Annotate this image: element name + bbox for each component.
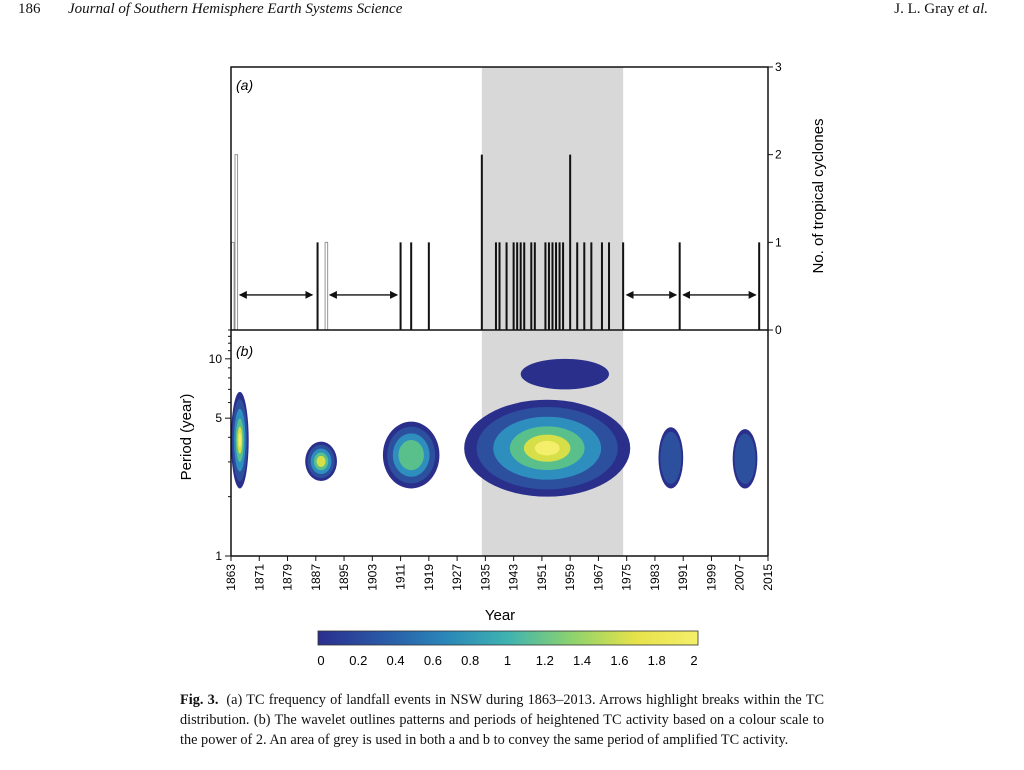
authors-et-al: et al.	[958, 1, 988, 17]
x-tick-label: 1887	[308, 564, 323, 591]
caption-text: (a) TC frequency of landfall events in NSW during 1863–2013. Arrows highlight breaks within the TC distribution. (b) The wavelet outlines patterns and periods of heightened TC activity based on a colour scale to the power of 2. An area of grey is used in both a and b to convey the same period of amplified TC activity.	[180, 692, 824, 748]
tc-bar-outline	[235, 155, 238, 330]
left-axis-title: Period (year)	[178, 393, 195, 481]
colorbar-tick-label: 1.8	[647, 653, 666, 668]
colorbar-tick-label: 0.6	[423, 653, 442, 668]
x-tick-label: 1991	[676, 564, 691, 591]
x-tick-label: 1879	[280, 564, 295, 591]
wavelet-contour	[660, 432, 681, 484]
right-y-tick-label: 1	[775, 235, 782, 250]
wavelet-blob	[305, 442, 337, 481]
colorbar-tick-label: 0.8	[461, 653, 480, 668]
x-tick-label: 1895	[337, 564, 352, 591]
wavelet-blob	[464, 400, 630, 497]
colorbar-tick-label: 1.2	[535, 653, 554, 668]
x-tick-label: 1999	[704, 564, 719, 591]
journal-title: Journal of Southern Hemisphere Earth Systems Science	[68, 1, 403, 17]
x-tick-label: 2015	[761, 564, 775, 591]
colorbar-tick-label: 1	[503, 653, 512, 668]
colorbar-tick-label: 0	[317, 653, 325, 668]
wavelet-blob	[231, 392, 249, 489]
x-tick-label: 1919	[421, 564, 436, 591]
x-tick-label: 1863	[224, 564, 238, 591]
colorbar-tick-label: 1.6	[610, 653, 629, 668]
tc-bar-outline	[325, 242, 328, 330]
x-tick-label: 1911	[393, 564, 408, 590]
x-tick-label: 1959	[563, 564, 578, 591]
wavelet-blob	[521, 359, 609, 390]
x-tick-label: 1943	[506, 564, 521, 591]
x-tick-label: 1927	[450, 564, 465, 591]
x-tick-label: 1935	[478, 564, 493, 591]
x-tick-label: 1967	[591, 564, 606, 591]
x-axis-title: Year	[484, 607, 516, 624]
right-y-tick-label: 3	[775, 60, 782, 74]
x-tick-label: 1903	[365, 564, 380, 591]
wavelet-contour	[535, 441, 560, 456]
wavelet-contour	[239, 433, 242, 447]
wavelet-blob-outer	[521, 359, 609, 390]
page-number: 186	[18, 1, 41, 17]
panel-b-label: (b)	[236, 343, 254, 359]
colorbar	[318, 631, 698, 645]
left-y-tick-label: 5	[215, 411, 222, 426]
wavelet-contour	[398, 440, 423, 470]
panel-a-label: (a)	[236, 77, 254, 93]
right-y-tick-label: 0	[775, 323, 782, 337]
x-tick-label: 1871	[252, 564, 267, 591]
colorbar-tick-label: 2	[690, 653, 698, 668]
colorbar-tick-label: 0.4	[386, 653, 405, 668]
caption-label: Fig. 3.	[180, 692, 219, 708]
left-y-tick-label: 1	[215, 549, 222, 563]
right-y-tick-label: 2	[775, 147, 782, 162]
x-tick-label: 1975	[619, 564, 634, 591]
x-tick-label: 1983	[647, 564, 662, 591]
colorbar-ticks	[317, 653, 697, 668]
colorbar-tick-label: 1.4	[573, 653, 592, 668]
tc-bar-outline	[231, 242, 234, 330]
authors-names: J. L. Gray	[894, 1, 958, 17]
figure-caption	[180, 690, 824, 750]
x-tick-label: 1951	[534, 564, 549, 591]
wavelet-blob	[383, 422, 440, 489]
wavelet-blob	[733, 429, 758, 488]
left-y-tick-label: 10	[208, 351, 222, 366]
colorbar-tick-label: 0.2	[349, 653, 368, 668]
wavelet-contour	[735, 434, 756, 484]
wavelet-blob	[658, 427, 683, 488]
x-tick-label: 2007	[732, 564, 747, 591]
wavelet-contour	[317, 456, 326, 467]
right-axis-title: No. of tropical cyclones	[810, 118, 827, 274]
